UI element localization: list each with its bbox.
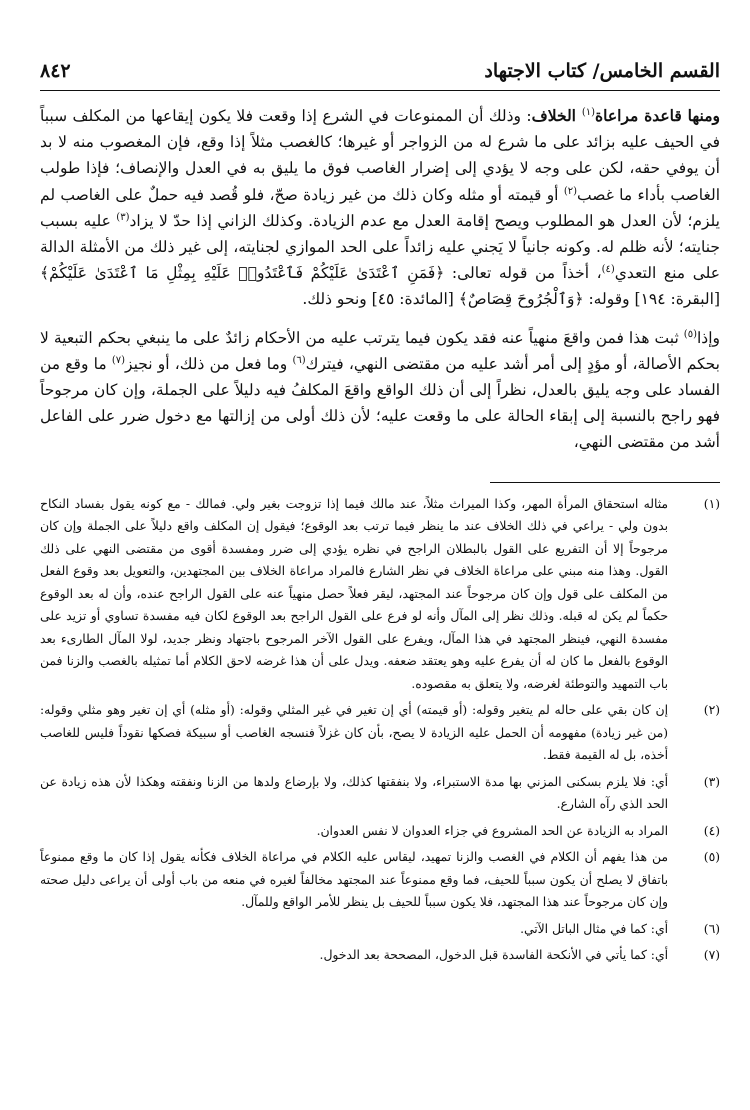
running-header [40,58,720,91]
header-title: القسم الخامس/ كتاب الاجتهاد [484,60,720,82]
footnote-ref-5: (٥) [683,328,697,340]
paragraph-1 [40,103,720,313]
page-number: ٨٤٢ [40,60,71,82]
paragraph-2-text-4: ما وقع من الفساد على وجه يليق بالعدل، نظراً إلى أن ذلك الواقع واقعَ المكلفُ فيه دليلاً على الجملة، وإن كان مرجوحاً فهو راجح بالنسبة إلى إبقاء الحالة على ما وقعت عليه؛ لأن ذلك أولى من إزالتها مع دخول ضرر على الفاعل أشد من مقتضى النهي، [40,354,720,452]
footnotes [40,493,720,967]
footnote-number: (٢) [703,703,720,718]
footnote-text: مثاله استحقاق المرأة المهر، وكذا الميراث مثلاً، عند مالك فيما إذا تزوجت بغير ولي. فمالك - مع كونه يقول بفساد النكاح بدون ولي - يراعي في ذلك الخلاف عند ما ينظر فيما ترتب بعد الوقوع؛ فيقول إن المكلف واقع دليلاً على الجملة وإن كان مرجوحاً إلا أن التفريع على القول بالبطلان الراجح في نظره يؤدي إلى ضرر ومفسدة أقوى من مقتضى النهي على ذلك القول. وهذا منه مبني على مراعاة الخلاف في نظر الشارع فالمراد مراعاة الخلاف بين المجتهدين، والتعويل بعد وقوع الفعل من المكلف على قول وإن كان مرجوحاً عند المجتهد، ليقر فعلاً حصل منهياً عنه على القول الراجح عنده، وأن له بعد الوقوع حكماً لم يكن له قبله. وذلك نظر إلى المآل وأنه لو فرع على القول الراجح بعد الوقوع لكان فيه مفسدة تساوي أو تزيد على مفسدة النهي، فينظر المجتهد في هذا المآل، ويفرع على القول الآخر المرجوح باجتهاد ونظر جديد، لولا المآل الطارىء بعد الوقوع بالفعل ما كان له أن يفرع عليه وهو يعتقد ضعفه. ويدل على أن هذا غرضه لاحق الكلام أما تمثيله بالغصب والزنا فمن باب التمهيد والتوطئة لغرضه، ولا يتعلق به مقصوده. [40,496,668,691]
footnote-text: المراد به الزيادة عن الحد المشروع في جزاء العدوان لا نفس العدوان. [316,823,668,838]
paragraph-1-heading-2: الخلاف [531,106,582,125]
footnote-number: (١) [703,496,720,511]
paragraph-2 [40,325,720,456]
paragraph-2-text-3: وما فعل من ذلك، أو نجيز [125,354,293,373]
footnote-text: إن كان بقي على حاله لم يتغير وقوله: (أو قيمته) أي إن تغير في غير المثلي وقوله: (أو مثله) أي إن تغير وهو مثلي وقوله: (من غير زيادة) مفهومه أن الحمل عليه الزيادة لا يصح، بأن كان غزلاً فنسجه الغاصب أو سبيكة فصكها نقوداً فليس للغاصب أخذه، بل له القيمة فقط. [40,703,668,763]
footnote-ref-6: (٦) [292,354,306,366]
paragraph-2-text-1: وإذا [696,328,720,347]
paragraph-1-text: : وذلك أن الممنوعات في الشرع إذا وقعت فلا يكون إيقاعها من المكلف سبباً في الحيف عليه بزائد على ما شرع له من الزواجر أو غيرها؛ كالغصب مثلاً إذا وقع، فإن المغصوب منه لا بد أن يوفي حقه، لكن على وجه لا يؤدي إلى إضرار الغاصب فوق ما يليق به في العدل والإنصاف؛ فإذا طولب الغاصب بأداء ما غصب [40,107,720,204]
paragraph-2-text-2: ثبت هذا فمن واقعَ منهياً عنه فقد يكون فيما يترتب عليه من الأحكام زائدٌ على ما ينبغي بحكم التبعية لا بحكم الأصالة، أو مؤدٍ إلى أمر أشد عليه من مقتضى النهي، فيترك [40,328,721,373]
footnote-text: أي: فلا يلزم بسكنى المزني بها مدة الاستبراء، ولا بنفقتها كذلك، ولا بإرضاع ولدها من الزنا ونفقته وهكذا لأن هذه زيادة عن الحد الذي رآه الشارع. [40,774,668,812]
footnote-ref-1: (١) [581,106,596,118]
paragraph-1-text-4: ، أخذاً من قوله تعالى: ﴿فَمَنِ ٱعْتَدَىٰ عَلَيْكُمْ فَٱعْتَدُوا۟ عَلَيْهِ بِمِثْلِ مَا ٱعْتَدَىٰ عَلَيْكُمْ﴾ [البقرة: ١٩٤] وقوله: ﴿وَٱلْجُرُوحَ قِصَاصٌ﴾ [المائدة: ٤٥] ونحو ذلك. [40,264,720,309]
footnote-number: (٣) [703,774,720,789]
paragraph-1-text-2: أو قيمته أو مثله وكان ذلك من غير زيادة صحّ، فلو قُصد فيه حملٌ على الغاصب لم يلزم؛ لأن العدل هو المطلوب ويصح إقامة العدل مع عدم الزيادة. وكذلك الزاني إذا حدّ لا يزاد [40,185,720,230]
footnote-item [40,846,720,914]
footnote-number: (٧) [703,948,720,963]
book-page [40,58,720,971]
footnote-item [40,820,720,843]
footnote-number: (٥) [703,850,720,865]
footnote-text: أي: كما في مثال الباتل الآتي. [520,921,668,936]
footnote-ref-2: (٢) [563,185,578,197]
footnote-text: من هذا يفهم أن الكلام في الغصب والزنا تمهيد، ليقاس عليه الكلام في مراعاة الخلاف فكأنه يقول إذا كان ما وقع ممنوعاً باتفاق لا يصلح أن يكون سبباً للحيف، فما وقع ممنوعاً عند المجتهد مخالفاً لغيره في منعه من باب أولى أن يراعى دليل صحته وإن كان مرجوحاً عند هذا المجتهد، فلا يكون سبباً للحيف بل ينظر للأمر الواقع وللمآل. [40,850,668,910]
footnote-item [40,944,720,967]
footnote-ref-7: (٧) [111,354,126,366]
paragraph-1-heading: ومنها قاعدة مراعاة [595,106,720,125]
paragraph-1-text-3: عليه بسبب جنايته؛ لأنه ظلم له. وكونه جانياً لا يَجني عليه زائداً على الحد الموازي لجنايته، إلى غير ذلك من الأمثلة الدالة على منع التعدي [40,211,720,283]
footnote-item [40,699,720,767]
footnote-ref-3: (٣) [116,211,130,223]
footnote-separator [490,482,720,483]
footnote-item [40,771,720,816]
footnote-text: أي: كما يأتي في الأنكحة الفاسدة قبل الدخول، المصححة بعد الدخول. [319,948,668,963]
footnote-number: (٤) [703,823,720,838]
footnote-number: (٦) [703,921,720,936]
main-text [40,103,720,456]
footnote-ref-4: (٤) [601,264,615,276]
footnote-item [40,918,720,941]
footnote-item [40,493,720,696]
